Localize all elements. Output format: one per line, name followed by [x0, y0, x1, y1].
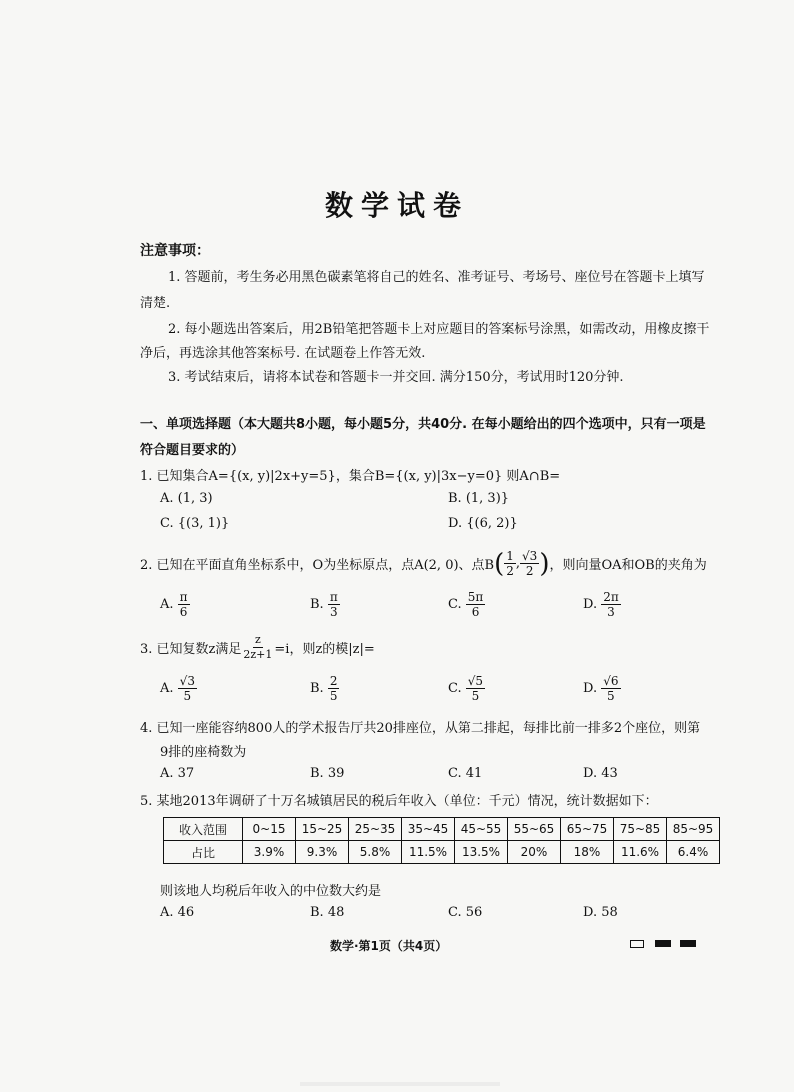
- table-cell: 65~75: [561, 818, 614, 841]
- section-heading-line-1: 一、单项选择题（本大题共8小题，每小题5分，共40分. 在每小题给出的四个选项中，只有一项是: [140, 417, 706, 432]
- q2-comma: ,: [515, 556, 521, 571]
- q2-stem: [140, 549, 707, 578]
- table-cell: 5.8%: [349, 841, 402, 864]
- q2-option-a: A. $\frac{\pi}{6}$: [160, 590, 188, 619]
- table-cell: 收入范围: [164, 818, 243, 841]
- q5-option-a: A. 46: [160, 905, 195, 920]
- q5-question: 则该地人均税后年收入的中位数大约是: [160, 884, 382, 899]
- q3-frac: $\frac{z}{2z+1}$: [243, 633, 273, 661]
- q3-option-d: D. $\frac{√6}{5}$: [583, 674, 619, 703]
- notes-heading: 注意事项：: [140, 243, 210, 259]
- table-cell: 20%: [508, 841, 561, 864]
- page-footer: 数学·第1页（共4页）: [330, 939, 448, 953]
- q2-option-b: B. $\frac{\pi}{3}$: [310, 590, 338, 619]
- q2-bx-frac: $\frac{1}{2}$: [506, 549, 514, 578]
- table-cell: 18%: [561, 841, 614, 864]
- table-cell: 15~25: [296, 818, 349, 841]
- table-cell: 11.5%: [402, 841, 455, 864]
- q2-option-d: D. $\frac{2\pi}{3}$: [583, 590, 619, 619]
- note-1-line-1: 1. 答题前，考生务必用黑色碳素笔将自己的姓名、准考证号、考场号、座位号在答题卡上填写: [168, 270, 705, 285]
- q4-option-b: B. 39: [310, 766, 345, 781]
- q5-option-c: C. 56: [448, 905, 483, 920]
- table-cell: 9.3%: [296, 841, 349, 864]
- page-marker-filled: [655, 940, 671, 947]
- q3-option-b: B. $\frac{2}{5}$: [310, 674, 338, 703]
- table-cell: 45~55: [455, 818, 508, 841]
- q4-stem-line-2: 9排的座椅数为: [160, 745, 247, 760]
- q2-option-c: C. $\frac{5\pi}{6}$: [448, 590, 484, 619]
- table-cell: 占比: [164, 841, 243, 864]
- table-cell: 55~65: [508, 818, 561, 841]
- table-row: [164, 841, 720, 864]
- q5-option-d: D. 58: [583, 905, 618, 920]
- table-cell: 0~15: [243, 818, 296, 841]
- q2-paren-open: (: [494, 548, 505, 579]
- note-1-line-2: 清楚.: [140, 296, 171, 311]
- scan-artifact: [300, 1082, 500, 1086]
- q1-option-c: C. {(3, 1)}: [160, 516, 230, 531]
- q3-option-c: C. $\frac{√5}{5}$: [448, 674, 484, 703]
- page-title: 数学试卷: [324, 189, 469, 222]
- note-2-line-2: 净后，再选涂其他答案标号. 在试题卷上作答无效.: [140, 346, 426, 361]
- q2-by-frac: $\frac{√3}{2}$: [522, 549, 538, 578]
- table-cell: 6.4%: [667, 841, 720, 864]
- q1-option-d: D. {(6, 2)}: [448, 516, 518, 531]
- q3-stem: [140, 633, 375, 662]
- table-cell: 3.9%: [243, 841, 296, 864]
- table-header-row: [164, 818, 720, 841]
- table-cell: 35~45: [402, 818, 455, 841]
- income-table: [163, 817, 720, 864]
- q1-stem: 1. 已知集合A={(x, y)|2x+y=5}，集合B={(x, y)|3x−y=0} 则A∩B=: [140, 469, 561, 484]
- note-2-line-1: 2. 每小题选出答案后，用2B铅笔把答题卡上对应题目的答案标号涂黑，如需改动，用橡皮擦干: [168, 322, 710, 337]
- table-cell: 25~35: [349, 818, 402, 841]
- q5-stem: 5. 某地2013年调研了十万名城镇居民的税后年收入（单位：千元）情况，统计数据如下：: [140, 794, 658, 809]
- table-cell: 11.6%: [614, 841, 667, 864]
- table-cell: 75~85: [614, 818, 667, 841]
- note-3: 3. 考试结束后，请将本试卷和答题卡一并交回. 满分150分，考试用时120分钟.: [168, 370, 624, 385]
- q5-option-b: B. 48: [310, 905, 345, 920]
- section-heading-line-2: 符合题目要求的）: [140, 443, 245, 458]
- q3-stem-b: =i，则z的模|z|=: [274, 642, 375, 657]
- q4-stem-line-1: 4. 已知一座能容纳800人的学术报告厅共20排座位，从第二排起，每排比前一排多2个座位，则第: [140, 721, 701, 736]
- q4-option-c: C. 41: [448, 766, 483, 781]
- q2-stem-a: 2. 已知在平面直角坐标系中，O为坐标原点，点A(2, 0)、点B: [140, 558, 495, 573]
- page-marker-filled: [680, 940, 696, 947]
- q4-option-d: D. 43: [583, 766, 618, 781]
- q2-paren-close: ): [539, 548, 550, 579]
- q3-stem-a: 3. 已知复数z满足: [140, 642, 242, 657]
- q1-option-b: B. (1, 3)}: [448, 491, 510, 506]
- q4-option-a: A. 37: [160, 766, 195, 781]
- q3-option-a: A. $\frac{√3}{5}$: [160, 674, 195, 703]
- q2-stem-b: ，则向量OA和OB的夹角为: [549, 558, 707, 573]
- q1-option-a: A. (1, 3): [160, 491, 213, 506]
- page-marker-open: [630, 940, 644, 948]
- table-cell: 13.5%: [455, 841, 508, 864]
- table-cell: 85~95: [667, 818, 720, 841]
